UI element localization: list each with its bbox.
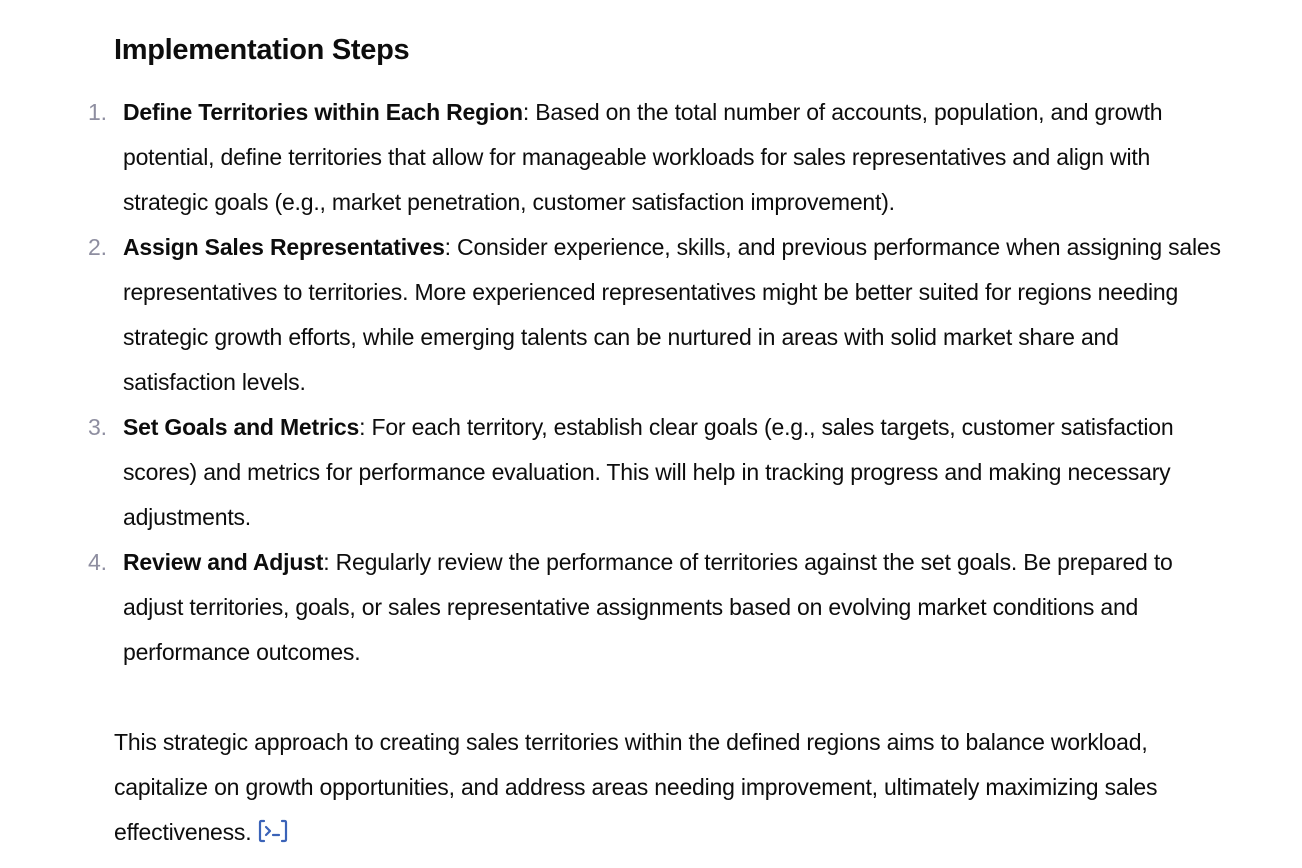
list-item <box>88 405 1234 540</box>
step-title: Assign Sales Representatives <box>123 234 445 260</box>
code-interpreter-button[interactable] <box>257 818 289 844</box>
list-item <box>88 225 1234 405</box>
steps-list <box>88 90 1234 675</box>
summary-text: This strategic approach to creating sales territories within the defined regions aims to balance workload, capitalize on growth opportunities, and address areas needing improvement, ultimately maximizing sales effectiveness. <box>114 729 1158 845</box>
step-title: Define Territories within Each Region <box>123 99 523 125</box>
step-title: Review and Adjust <box>123 549 324 575</box>
list-number: 4. <box>88 549 107 575</box>
list-item <box>88 90 1234 225</box>
step-text: : Consider experience, skills, and previous performance when assigning sales representatives to territories. More experienced representatives might be better suited for regions needing strategic growth efforts, while emerging talents can be nurtured in areas with solid market share and satisfaction levels. <box>123 234 1221 395</box>
step-text: : Regularly review the performance of territories against the set goals. Be prepared to adjust territories, goals, or sales representative assignments based on evolving market conditions and performance outcomes. <box>123 549 1173 665</box>
step-title: Set Goals and Metrics <box>123 414 360 440</box>
code-interpreter-icon <box>257 818 289 844</box>
list-number: 1. <box>88 99 107 125</box>
list-number: 3. <box>88 414 107 440</box>
summary-paragraph <box>114 720 1229 855</box>
step-text: : Based on the total number of accounts, population, and growth potential, define territories that allow for manageable workloads for sales representatives and align with strategic goals (e.g., market penetration, customer satisfaction improvement). <box>123 99 1163 215</box>
list-item <box>88 540 1234 675</box>
list-number: 2. <box>88 234 107 260</box>
step-text: : For each territory, establish clear goals (e.g., sales targets, customer satisfaction scores) and metrics for performance evaluation. This will help in tracking progress and making necessary adjustments. <box>123 414 1174 530</box>
section-title: Implementation Steps <box>114 34 410 66</box>
